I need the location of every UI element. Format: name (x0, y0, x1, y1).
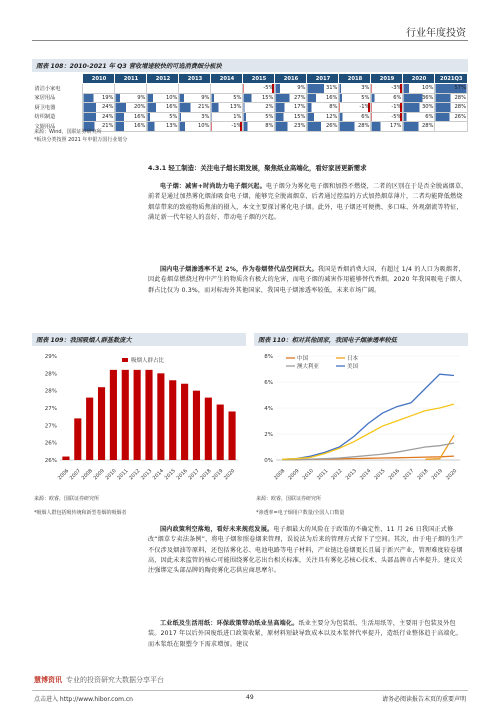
table-cell: 20% (115, 103, 147, 113)
table-cell: 10% (403, 84, 435, 94)
table-cell: 5% (211, 93, 243, 103)
x-tick-label: 2010 (301, 468, 315, 482)
series-line (282, 404, 454, 459)
table-cell: 36% (403, 93, 435, 103)
header-divider (32, 40, 468, 41)
fig110-source: 来源：欧睿，国联证券研究所 (256, 496, 322, 502)
row-label: 清洁小家电 (34, 86, 61, 92)
paragraph-lead: 国内政策利空落地，看好未来规范发展。 (160, 526, 274, 533)
fig110-note: *渗透率=电子烟用户数量/全国人口数量 (256, 510, 345, 516)
x-tick-label: 2017 (401, 468, 416, 482)
paragraph-lead: 电子烟：减害+时尚助力电子烟兴起。 (160, 183, 267, 190)
table-header-cell: 2016 (275, 74, 307, 84)
table-cell: 24% (83, 112, 115, 122)
x-tick-label: 2014 (151, 468, 166, 482)
table-cell: -5% (243, 84, 275, 94)
x-tick-label: 2013 (344, 468, 358, 482)
bar (110, 370, 117, 460)
table-cell: 3% (179, 112, 211, 122)
table-cell: 1% (211, 112, 243, 122)
x-tick-label: 2018 (199, 468, 213, 482)
table-cell: 26% (307, 122, 339, 132)
x-tick-label: 2016 (175, 468, 189, 482)
x-tick-label: 2008 (80, 468, 94, 482)
table-cell: 28% (435, 93, 468, 103)
fig110-line-chart (254, 348, 468, 488)
x-tick-label: 2009 (287, 468, 301, 482)
footer-divider (32, 690, 468, 691)
table-header-cell: 2021Q3 (435, 74, 468, 84)
table-cell: 30% (403, 103, 435, 113)
table-cell: 2% (243, 103, 275, 113)
table-cell: 13% (147, 122, 179, 132)
x-tick-label: 2008 (272, 468, 287, 482)
y-tick-label: 28% (44, 371, 57, 378)
y-tick-label: 8% (264, 354, 273, 360)
x-tick-label: 2016 (387, 468, 401, 482)
fig109-source: 来源：欧睿，国联证券研究所 (34, 496, 100, 502)
legend-swatch (122, 358, 128, 362)
table-cell: 9% (179, 93, 211, 103)
bar (181, 384, 188, 460)
table-cell: 3% (339, 84, 371, 94)
table-header-cell: 2018 (339, 74, 371, 84)
table-cell: -1% (339, 103, 371, 113)
bar (217, 405, 224, 460)
table-cell: 16% (147, 103, 179, 113)
y-tick-label: 4% (264, 406, 273, 412)
x-tick-label: 2020 (444, 468, 459, 482)
table-row (33, 93, 468, 103)
fig108-title: 图表 108：2010-2021 年 Q3 营收增速较快的可选消费细分板块 (36, 63, 222, 70)
table-cell: 23% (275, 122, 307, 132)
table-cell: 16% (115, 122, 147, 132)
paragraph-body: 纸业主要分为包装纸、生活用纸等，主要用于包装及外包装。2017 年以后外国废纸进口政策收紧，原材料短缺导致成本以及木浆替代率提升，造纸行业整体趋于高端化，而木浆纸在限塑令下需求增加。建议 (148, 620, 463, 648)
table-cell: 28% (435, 103, 468, 113)
table-header-cell: 2017 (307, 74, 339, 84)
table-header-cell: 2010 (83, 74, 115, 84)
y-tick-label: 2% (264, 432, 273, 438)
table-cell: 27% (275, 93, 307, 103)
row-label: 纺织制造 (34, 114, 56, 121)
bar (229, 411, 236, 460)
fig108-header-row (33, 74, 468, 84)
table-cell: 9% (275, 84, 307, 94)
table-cell: 28% (403, 122, 435, 132)
x-tick-label: 2019 (430, 468, 444, 482)
table-cell: 24% (83, 103, 115, 113)
table-cell: 5% (243, 112, 275, 122)
legend-label: 日本 (347, 356, 359, 362)
table-cell: 15% (275, 112, 307, 122)
section-heading: 4.3.1 轻工制造：关注电子烟长期发展，聚焦纸业高端化，看好家居更新需求 (148, 164, 367, 172)
table-cell (83, 84, 115, 94)
bar (74, 418, 81, 460)
y-tick-label: 26% (44, 440, 57, 447)
y-tick-label: 28% (44, 388, 57, 395)
table-cell: 6% (403, 112, 435, 122)
footer-disclaimer: 请务必阅读报告末页的重要声明 (381, 696, 466, 703)
paragraph-policy (148, 525, 468, 576)
table-cell: -1% (211, 122, 243, 132)
table-cell: 8% (307, 103, 339, 113)
y-tick-label: 27% (44, 423, 57, 430)
bar (145, 370, 152, 460)
row-label: 厨卫电器 (34, 104, 56, 111)
bar (134, 370, 141, 460)
x-tick-label: 2012 (330, 468, 344, 482)
x-tick-label: 2018 (416, 468, 430, 482)
table-cell: 5% (147, 112, 179, 122)
footer-brand (34, 675, 164, 685)
fig109-note: *吸烟人群包括吸传统和新型卷烟的吸烟者 (34, 510, 127, 516)
fig109-bar-chart (32, 348, 246, 488)
table-header-cell: 2020 (403, 74, 435, 84)
table-cell: -3% (371, 84, 403, 94)
table-cell (179, 84, 211, 94)
row-label: 家居用品 (34, 95, 56, 102)
bar (193, 391, 200, 460)
brand-name: 慧博资讯 (34, 676, 62, 684)
fig108-table (32, 73, 468, 132)
paragraph-body: 我国是香烟消费大国，有超过 1/4 的人口为吸烟者，因此卷烟草燃烧过程中产生的物质含有极大的危害，而电子烟的减害作用能够替代香烟。2020 年我国吸电子烟人群占比仅为 0.3%，而对标海外其他国家，我国电子烟渗透率较低，未来市场广阔。 (148, 266, 465, 294)
bar (122, 370, 129, 460)
bar (62, 457, 69, 460)
bar (157, 373, 164, 460)
table-cell: 17% (371, 122, 403, 132)
y-tick-label: 26% (44, 458, 57, 464)
table-cell (115, 84, 147, 94)
y-tick-label: 0% (264, 458, 273, 464)
table-header-cell: 2013 (179, 74, 211, 84)
table-row (33, 84, 468, 94)
table-header-cell: 2014 (211, 74, 243, 84)
table-cell: 19% (83, 93, 115, 103)
x-tick-label: 2019 (211, 468, 225, 482)
x-tick-label: 2011 (116, 468, 130, 482)
table-cell (147, 84, 179, 94)
table-cell: 12% (307, 112, 339, 122)
x-tick-label: 2020 (223, 468, 237, 482)
table-row (33, 112, 468, 122)
table-cell: 16% (307, 93, 339, 103)
paragraph-lead: 工业纸及生活用纸：环保政策带动纸业呈高端化。 (160, 620, 299, 627)
table-cell: 15% (243, 93, 275, 103)
table-row (33, 103, 468, 113)
fig108-source: 来源：Wind，国联证券研究所 (34, 129, 102, 135)
table-header-cell (33, 74, 83, 84)
table-cell: 31% (307, 84, 339, 94)
table-cell: -5% (371, 112, 403, 122)
paragraph-body: 电子烟分为雾化电子烟和加热不燃烧，二者的区别在于是否全脱离烟草，前者是通过加热雾化烟油吸食电子烟，能够完全脱离烟草，后者通过控温的方式加热烟草薄片，二者均能降低燃烧烟草带来的致癌物质焦油的摄入，本文主要探讨雾化电子烟。此外，电子烟还可便携、多口味、外观潮流等特征，满足新一代年轻人的喜好，带动电子烟的兴起。 (148, 183, 468, 221)
x-tick-label: 2006 (56, 468, 71, 482)
bar (205, 398, 212, 460)
legend-label: 中国 (297, 356, 309, 362)
x-tick-label: 2013 (139, 468, 154, 482)
header-title: 行业年度投资 (406, 28, 466, 39)
table-header-cell: 2012 (147, 74, 179, 84)
table-cell: 21% (179, 103, 211, 113)
brand-slogan: 专业的投资研究大数据分享平台 (66, 676, 164, 684)
y-tick-label: 29% (44, 354, 57, 360)
table-header-cell: 2011 (115, 74, 147, 84)
table-header-cell: 2015 (243, 74, 275, 84)
paragraph-paper (148, 619, 468, 671)
table-cell: 17% (275, 103, 307, 113)
x-tick-label: 2012 (128, 468, 142, 482)
table-cell: 10% (179, 122, 211, 132)
y-tick-label: 6% (264, 380, 273, 386)
y-tick-label: 27% (44, 406, 57, 412)
fig110-title: 图表 110：相对其他国家，我国电子烟渗透率较低 (258, 337, 397, 344)
table-cell: 6% (339, 112, 371, 122)
x-tick-label: 2015 (373, 468, 387, 482)
x-tick-label: 2009 (92, 468, 106, 482)
table-cell: 13% (211, 103, 243, 113)
fig108-note: *板块分类按照 2021 年申银万国行业划分 (34, 137, 128, 143)
row-label: 文娱用品 (34, 123, 56, 130)
table-cell: 6% (371, 93, 403, 103)
legend-label: 美国 (347, 364, 359, 370)
table-cell: 57% (435, 84, 468, 94)
table-cell: 16% (115, 112, 147, 122)
x-tick-label: 2014 (358, 468, 373, 482)
table-cell: 28% (339, 122, 371, 132)
x-tick-label: 2011 (315, 468, 330, 482)
table-cell: -1% (371, 103, 403, 113)
x-tick-label: 2017 (187, 468, 201, 482)
table-cell: 10% (147, 93, 179, 103)
bar (98, 387, 105, 460)
legend-label: 澳大利亚 (297, 364, 320, 370)
paragraph-ecig-intro (148, 182, 468, 223)
table-cell (211, 84, 243, 94)
table-cell: 21% (83, 122, 115, 132)
page-number: 49 (246, 694, 254, 701)
table-cell: 8% (243, 122, 275, 132)
paragraph-body: 电子烟最大的风险在于政策的不确定性，11 月 26 日我国正式修改“烟草专卖法条例”，将电子烟参照卷烟来管理，误说法为后来的管理方式留下了空间。其次，由于电子烟的生产不仅涉及烟油等原料，还包括雾化芯、电池电路等电子材料，产业链比卷烟更长且属于新兴产业，管理难度较卷烟高，因此未来监管的核心可能围绕雾化芯出台相关标准，关注具有雾化芯核心技术、头部品牌市占率提升。建议关注强绑定头部品牌的陶瓷雾化芯供应商思摩尔。 (148, 526, 464, 575)
x-tick-label: 2015 (163, 468, 177, 482)
table-cell: 5% (339, 93, 371, 103)
bar (169, 380, 176, 460)
x-tick-label: 2007 (68, 468, 83, 482)
bar (86, 398, 93, 460)
paragraph-lead: 国内电子烟渗透率不足 2%，作为卷烟替代品空间巨大。 (160, 266, 318, 273)
table-cell: 26% (435, 112, 468, 122)
x-tick-label: 2010 (104, 468, 118, 482)
fig109-title: 图表 109：我国吸烟人群基数庞大 (36, 337, 132, 344)
table-cell (435, 122, 468, 132)
table-cell: 9% (115, 93, 147, 103)
legend-label: 吸烟人群占比 (131, 358, 165, 364)
table-header-cell: 2019 (371, 74, 403, 84)
paragraph-penetration (148, 265, 468, 296)
footer-link[interactable]: 点击进入 http://www.hibor.com.cn (34, 696, 133, 703)
